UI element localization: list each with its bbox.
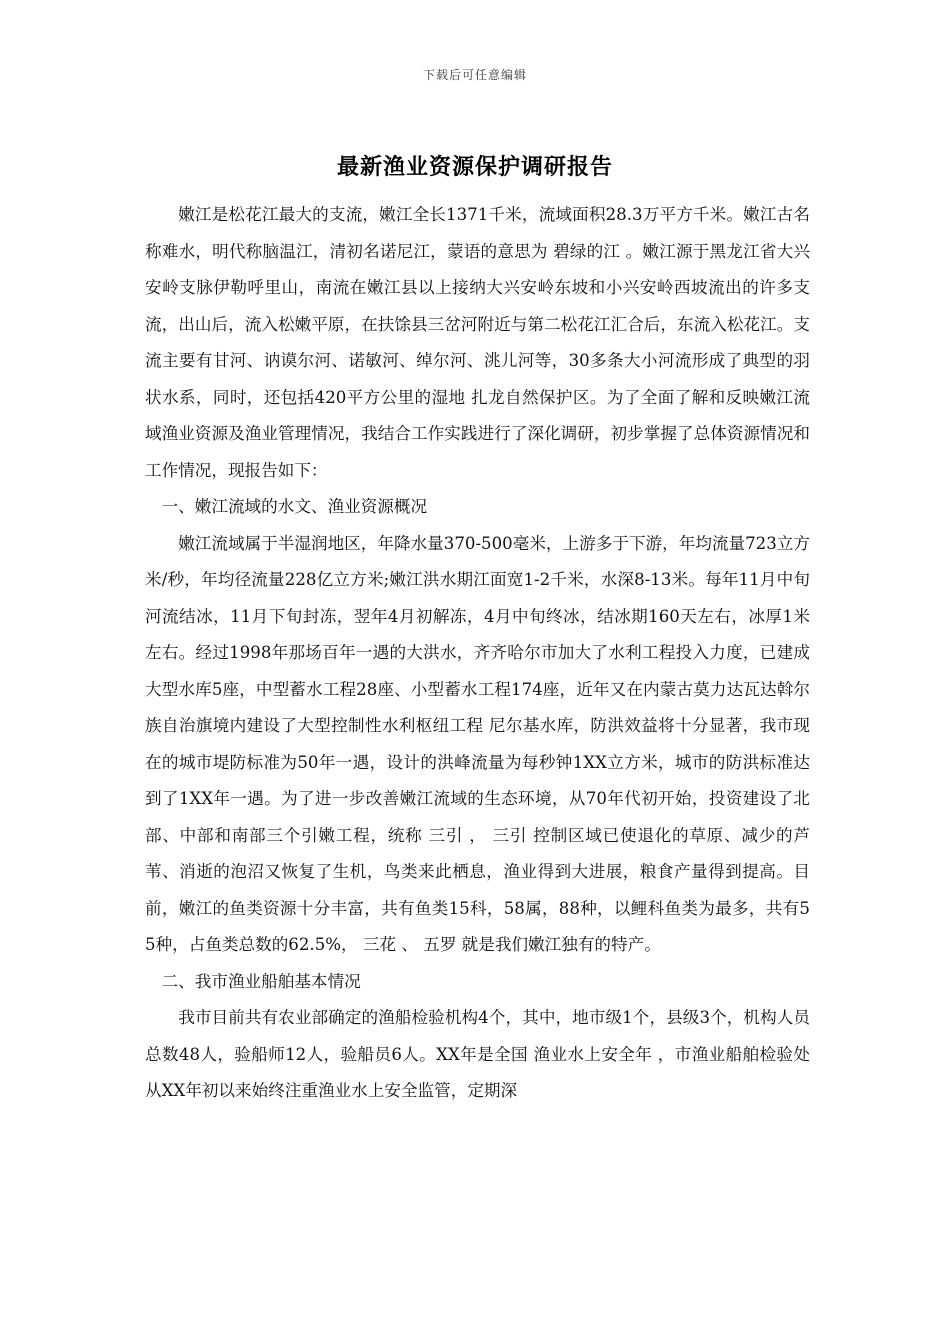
document-body	[145, 197, 810, 1110]
section-1-paragraph: 嫩江流域属于半湿润地区，年降水量370-500毫米，上游多于下游，年均流量723立方米/秒，年均径流量228亿立方米;嫩江洪水期江面宽1-2千米，水深8-13米。每年11月中旬河流结冰，11月下旬封冻，翌年4月初解冻，4月中旬终冰，结冰期160天左右，冰厚1米左右。经过1998年那场百年一遇的大洪水，齐齐哈尔市加大了水利工程投入力度，已建成大型水库5座，中型蓄水工程28座、小型蓄水工程174座，近年又在内蒙古莫力达瓦达斡尔族自治旗境内建设了大型控制性水利枢纽工程 尼尔基水库，防洪效益将十分显著，我市现在的城市堤防标准为50年一遇，设计的洪峰流量为每秒钟1XX立方米，城市的防洪标准达到了1XX年一遇。为了进一步改善嫩江流域的生态环境，从70年代初开始，投资建设了北部、中部和南部三个引嫩工程，统称 三引 ， 三引 控制区域已使退化的草原、减少的芦苇、消逝的泡沼又恢复了生机，鸟类来此栖息，渔业得到大进展，粮食产量得到提高。目前，嫩江的鱼类资源十分丰富，共有鱼类15科，58属，88种，以鲤科鱼类为最多，共有55种，占鱼类总数的62.5%， 三花 、 五罗 就是我们嫩江独有的特产。	[145, 533, 810, 954]
section-2-heading: 二、我市渔业船舶基本情况	[161, 971, 361, 991]
section-2-paragraph: 我市目前共有农业部确定的渔船检验机构4个，其中，地市级1个，县级3个，机构人员总数48人，验船师12人，验船员6人。XX年是全国 渔业水上安全年 ，市渔业船舶检验处从XX年初以来始终注重渔业水上安全监管，定期深	[145, 1008, 810, 1100]
intro-paragraph: 嫩江是松花江最大的支流，嫩江全长1371千米，流域面积28.3万平方千米。嫩江古名称难水，明代称脑温江，清初名诺尼江，蒙语的意思为 碧绿的江 。嫩江源于黑龙江省大兴安岭支脉伊勒呼里山，南流在嫩江县以上接纳大兴安岭东坡和小兴安岭西坡流出的许多支流，出山后，流入松嫩平原，在扶馀县三岔河附近与第二松花江汇合后，东流入松花江。支流主要有甘河、讷谟尔河、诺敏河、绰尔河、洮儿河等，30多条大小河流形成了典型的羽状水系，同时，还包括420平方公里的湿地 扎龙自然保护区。为了全面了解和反映嫩江流域渔业资源及渔业管理情况，我结合工作实践进行了深化调研，初步掌握了总体资源情况和工作情况，现报告如下：	[145, 205, 810, 480]
header-note: 下载后可任意编辑	[422, 68, 527, 82]
document-title: 最新渔业资源保护调研报告	[336, 154, 613, 180]
section-1-heading: 一、嫩江流域的水文、渔业资源概况	[161, 497, 428, 516]
